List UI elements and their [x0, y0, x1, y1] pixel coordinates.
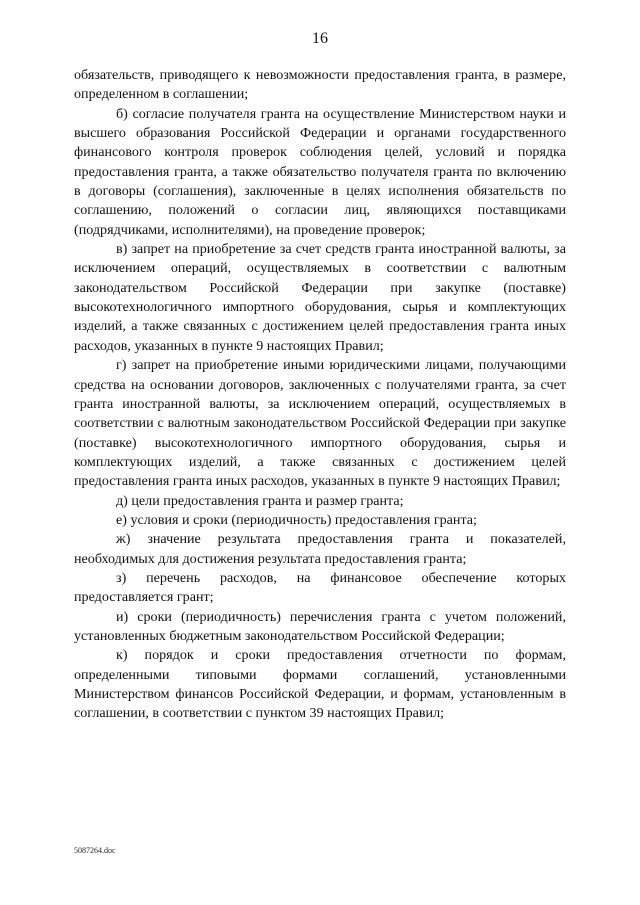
paragraph: в) запрет на приобретение за счет средств гранта иностранной валюты, за исключением операций, осуществляемых в соответствии с валютным законодательством Российской Федерации при закупке (поставке) высокотехнологичного импортного оборудования, сырья и комплектующих изделий, а также связанных с достижением целей предоставления гранта иных расходов, указанных в пункте 9 настоящих Правил; — [74, 241, 566, 354]
paragraph: г) запрет на приобретение иными юридическими лицами, получающими средства на основании договоров, заключенных с получателями гранта, за счет гранта иностранной валюты, за исключением операций, осуществляемых в соответствии с валютным законодательством Российской Федерации при закупке (поставке) высокотехнологичного импортного оборудования, сырья и комплектующих изделий, а также связанных с достижением целей предоставления гранта иных расходов, указанных в пункте 9 настоящих Правил; — [74, 357, 566, 490]
paragraph: ж) значение результата предоставления гранта и показателей, необходимых для достижения результата предоставления гранта; — [74, 531, 566, 567]
paragraph: обязательств, приводящего к невозможности предоставления гранта, в размере, определенном в соглашении; — [74, 67, 566, 103]
paragraph: з) перечень расходов, на финансовое обеспечение которых предоставляется грант; — [74, 569, 566, 606]
paragraph: к) порядок и сроки предоставления отчетности по формам, определенными типовыми формами соглашений, установленными Министерством финансов Российской Федерации, и формам, установленным в соглашении, в соответствии с пунктом 39 настоящих Правил; — [74, 647, 566, 722]
paragraph: б) согласие получателя гранта на осуществление Министерством науки и высшего образования Российской Федерации и органами государственного финансового контроля проверок соблюдения целей, условий и порядка предоставления гранта, а также обязательство получателя гранта по включению в договоры (соглашения), заключенные в целях исполнения обязательств по соглашению, положений о согласии лиц, являющихся поставщиками (подрядчиками, исполнителями), на проведение проверок; — [74, 105, 566, 238]
file-name-footer: 5087264.doc — [74, 846, 116, 855]
document-body — [74, 66, 566, 724]
paragraph: е) условия и сроки (периодичность) предоставления гранта; — [116, 511, 477, 528]
paragraph: и) сроки (периодичность) перечисления гранта с учетом положений, установленных бюджетным законодательством Российской Федерации; — [74, 608, 566, 644]
page-number: 16 — [312, 30, 328, 47]
paragraph: д) цели предоставления гранта и размер гранта; — [116, 492, 404, 509]
